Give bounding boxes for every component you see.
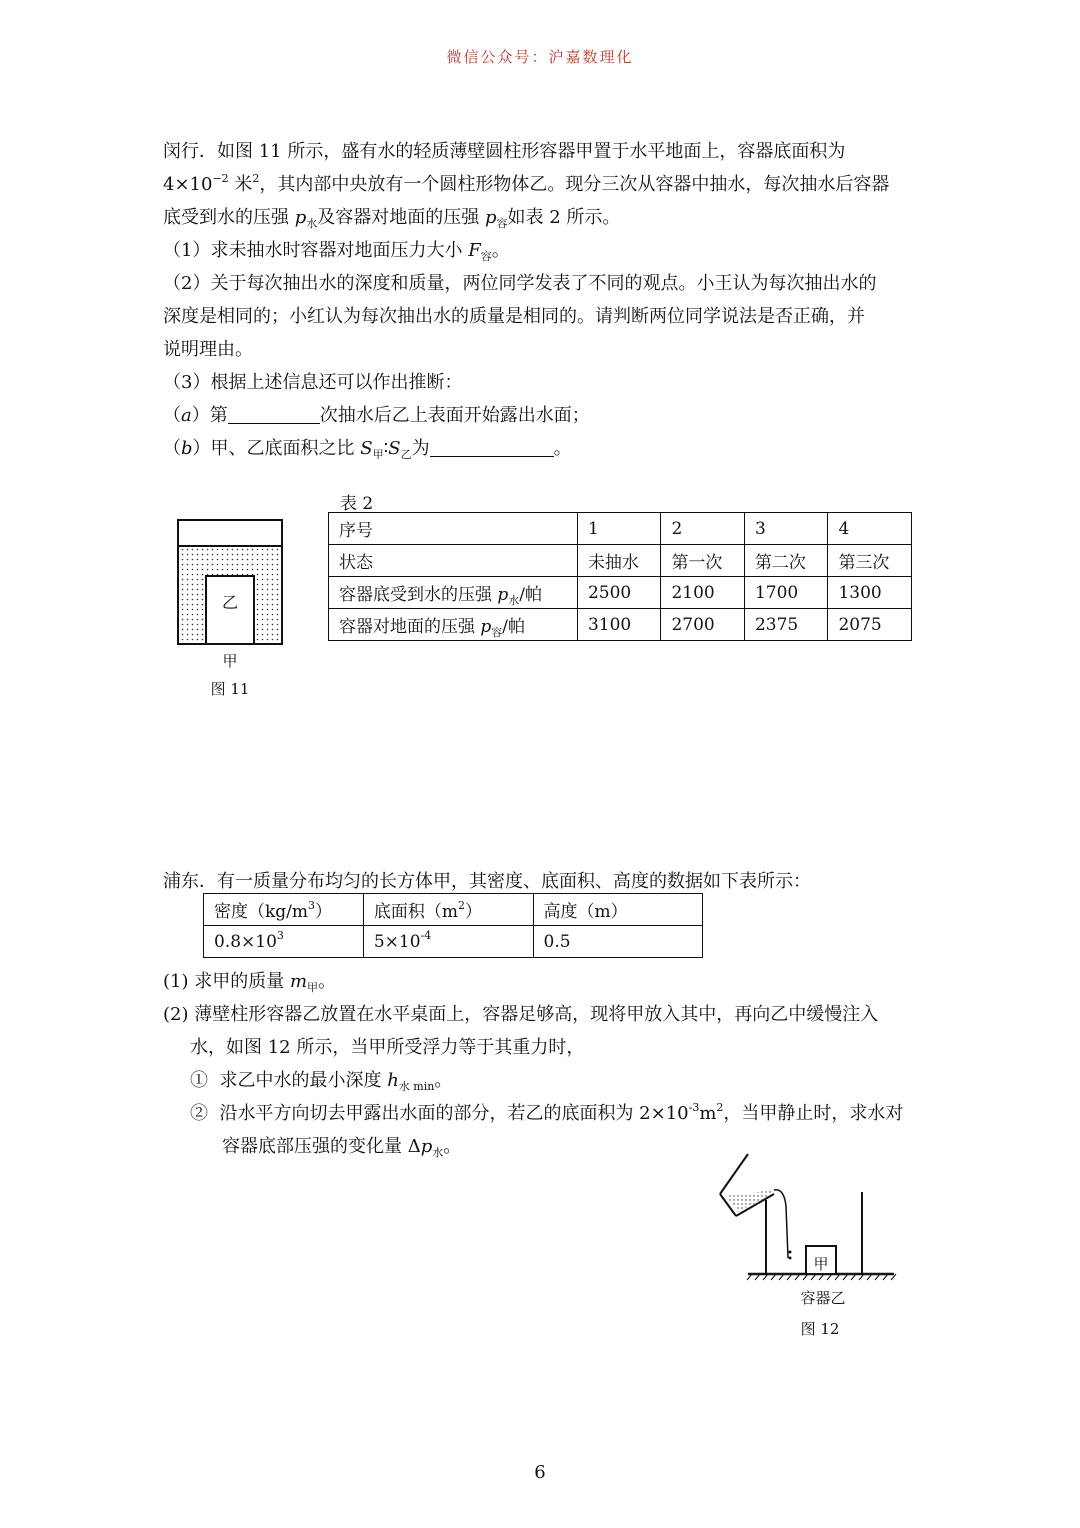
table-row	[204, 894, 703, 926]
table-row	[204, 926, 703, 958]
fig11-inner-label: 乙	[221, 593, 238, 612]
table-cell: 1300	[828, 577, 912, 609]
fig12-container-label: 容器乙	[800, 1289, 846, 1307]
q2-sub-1: (1) 求甲的质量 $m_甲$。	[163, 971, 337, 994]
table-cell: 1700	[744, 577, 828, 609]
q1-sub-2-line-1: （2）关于每次抽出水的深度和质量，两位同学发表了不同的观点。小王认为每次抽出水的	[163, 273, 877, 294]
table-cell: 2700	[661, 609, 745, 641]
q1-sub-3a: （a）第 次抽水后乙上表面开始露出水面；	[163, 405, 590, 426]
table-cell: 序号	[329, 513, 578, 545]
table-cell: 第三次	[828, 545, 912, 577]
q1-line-3: 底受到水的压强 $p_水$及容器对地面的压强 $p_容$如表 2 所示。	[163, 207, 621, 230]
table-cell: 0.5	[533, 926, 703, 958]
table-cell: $0.8\times 10^3$	[204, 926, 364, 958]
table-cell: 3100	[577, 609, 661, 641]
fig11-caption: 图 11	[210, 680, 250, 698]
q1-sub-3: （3）根据上述信息还可以作出推断：	[163, 372, 463, 393]
table-row	[329, 577, 912, 609]
fig12-caption: 图 12	[800, 1320, 840, 1338]
q2-circle-1: ① 求乙中水的最小深度 $h_{水 min}$。	[190, 1070, 453, 1093]
table-cell: 容器底受到水的压强 $p_水/$帕	[329, 577, 578, 609]
beaker-left-edge	[720, 1154, 748, 1194]
header-watermark: 微信公众号：沪嘉数理化	[446, 48, 634, 66]
table-cell: 3	[744, 513, 828, 545]
page-number: 6	[534, 1462, 546, 1483]
q2-sub-2-line-1: (2) 薄壁柱形容器乙放置在水平桌面上，容器足够高，现将甲放入其中，再向乙中缓慢注入	[163, 1004, 879, 1025]
table-cell: 2075	[828, 609, 912, 641]
fig12-block-label: 甲	[813, 1255, 829, 1273]
figure-11-diagram	[170, 512, 290, 652]
q1-line-1: 闵行．如图 11 所示，盛有水的轻质薄壁圆柱形容器甲置于水平地面上，容器底面积为	[163, 141, 846, 162]
table-row	[329, 545, 912, 577]
table-header-cell: 底面积$(m^2)$	[363, 894, 533, 926]
table-header-cell: 密度$(kg/m^3)$	[204, 894, 364, 926]
q1-sub-1: （1）求未抽水时容器对地面压力大小 $F_容$。	[163, 240, 510, 263]
q1-sub-3b: （b）甲、乙底面积之比 $S_甲∶S_乙$为 。	[163, 438, 572, 461]
q2-data-table	[203, 893, 703, 958]
table-2	[328, 512, 912, 641]
table-cell: 2100	[661, 577, 745, 609]
table-cell: 4	[828, 513, 912, 545]
q1-line-2: $4\times 10^{-2}$ 米$^2$，其内部中央放有一个圆柱形物体乙。现分三次从容器中抽水，每次抽水后容器	[163, 172, 890, 195]
table-cell: 未抽水	[577, 545, 661, 577]
q2-circle-2-line-2: 容器底部压强的变化量 $\Delta p_水$。	[222, 1136, 462, 1159]
q2-circle-2: ② 沿水平方向切去甲露出水面的部分，若乙的底面积为 $2\times 10^{-3}m^2$，当甲静止时，求水对	[190, 1101, 904, 1124]
table-cell: 2375	[744, 609, 828, 641]
answer-blank-a[interactable]	[228, 405, 320, 424]
table-cell: 第一次	[661, 545, 745, 577]
q1-sub-2-line-3: 说明理由。	[163, 339, 253, 360]
table-cell: 2500	[577, 577, 661, 609]
table-cell: 1	[577, 513, 661, 545]
table2-caption: 表 2	[340, 494, 374, 514]
table-cell: 容器对地面的压强 $p_容/$帕	[329, 609, 578, 641]
table-cell: 状态	[329, 545, 578, 577]
table-row	[329, 513, 912, 545]
water-stream	[774, 1190, 788, 1258]
q1-sub-2-line-2: 深度是相同的；小红认为每次抽出水的质量是相同的。请判断两位同学说法是否正确，并	[163, 306, 865, 327]
table-cell: $5\times 10^{-4}$	[363, 926, 533, 958]
table-row	[329, 609, 912, 641]
q2-intro: 浦东．有一质量分布均匀的长方体甲，其密度、底面积、高度的数据如下表所示：	[163, 871, 811, 892]
fig11-container-label: 甲	[222, 652, 238, 670]
table-cell: 第二次	[744, 545, 828, 577]
q2-sub-2-line-2: 水，如图 12 所示，当甲所受浮力等于其重力时，	[190, 1037, 585, 1058]
table-header-cell: 高度（m）	[533, 894, 703, 926]
answer-blank-b[interactable]	[430, 438, 554, 457]
table-cell: 2	[661, 513, 745, 545]
